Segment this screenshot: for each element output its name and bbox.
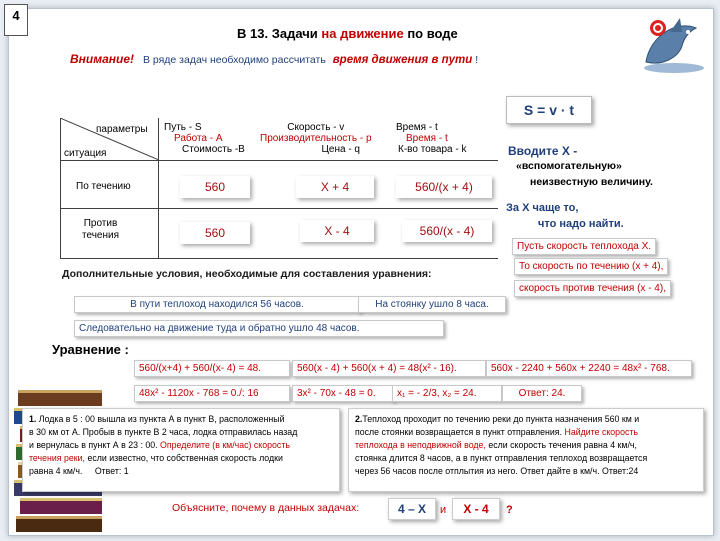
let-speed-box: Пусть скорость теплохода Х.	[512, 238, 656, 255]
corner-bottom: ситуация	[64, 148, 107, 159]
problem1-text4: если известно, что собственная скорость лодки	[87, 453, 283, 463]
attention-tail: !	[475, 54, 479, 66]
eq-2: 560(х - 4) + 560(х + 4) = 48(х² - 16).	[292, 360, 486, 377]
slide-number: 4	[4, 4, 28, 36]
row1-label: По течению	[76, 181, 131, 192]
bottom-qmark: ?	[506, 504, 513, 516]
row2-path: 560	[180, 222, 250, 244]
page-title	[237, 26, 458, 41]
col3-l1: Время - t	[396, 122, 438, 133]
table-border-h2	[60, 208, 498, 209]
problem2-answer: Ответ:24	[601, 466, 639, 476]
col1-l2: Работа - А	[174, 133, 223, 144]
problem-2	[348, 408, 704, 492]
problem2-number: 2.	[355, 414, 363, 424]
problem1-text2: в 30 км от А. Пробыв в пункте В 2 часа, лодка отправилась назад	[29, 427, 298, 437]
col3-l3: К-во товара - k	[398, 144, 467, 155]
formula-box: S = v · t	[506, 96, 592, 124]
condition-3: Следовательно на движение туда и обратно ушло 48 часов.	[74, 320, 444, 337]
introduce-x: Вводите Х -	[508, 144, 578, 158]
row2-time: 560/(х - 4)	[402, 220, 492, 242]
bottom-question: Объясните, почему в данных задачах:	[172, 502, 360, 514]
eq-4: 48х² - 1120х - 768 = 0./: 16	[134, 385, 290, 402]
bottom-and: и	[440, 504, 447, 516]
aux-line1: «вспомогательную»	[516, 160, 622, 172]
problem1-red3: Определите (в км/час) скорость	[160, 440, 290, 450]
title-part2: на движение	[321, 26, 404, 41]
col3-header	[396, 122, 467, 155]
col1-l1: Путь - S	[164, 122, 202, 133]
equation-label: Уравнение :	[52, 342, 129, 357]
problem2-text1: Теплоход проходит по течению реки до пункта назначения 560 км и	[362, 414, 640, 424]
problem-1	[22, 408, 340, 492]
col2-header	[260, 122, 372, 155]
dolphin-icon	[636, 12, 708, 76]
problem1-text5: равна 4 км/ч.	[29, 466, 83, 476]
problem2-text4: стоянка длится 8 часов, а в пункт отправления теплоход возвращается	[355, 453, 648, 463]
attention-text: В ряде задач необходимо рассчитать	[142, 54, 326, 66]
attention-line	[70, 52, 478, 66]
problem2-red2: Найдите скорость	[564, 427, 638, 437]
problem2-text5: через 56 часов после отплытия из него. Ответ дайте в км/ч.	[355, 466, 600, 476]
bottom-var-2: Х - 4	[452, 498, 500, 520]
speed-up-box: скорость против течения (х - 4),	[514, 280, 671, 297]
title-part1: Задачи	[271, 26, 318, 41]
row2-label-2: течения	[82, 230, 119, 241]
col1-header	[164, 122, 245, 155]
problem1-text3: и вернулась в пункт А в 23 : 00.	[29, 440, 158, 450]
row2-label	[82, 218, 119, 242]
problem2-red3: теплохода в неподвижной воде,	[355, 440, 486, 450]
eq-6: х₁ = - 2/3, х₂ = 24.	[392, 385, 502, 402]
attention-label: Внимание!	[70, 52, 135, 66]
x-is-line2: что надо найти.	[538, 218, 624, 230]
row2-speed: Х - 4	[300, 220, 374, 242]
problem2-text3: если скорость течения равна 4 км/ч,	[488, 440, 637, 450]
speed-down-box: То скорость по течению (х + 4),	[514, 258, 668, 275]
condition-1: В пути теплоход находился 56 часов.	[74, 296, 360, 313]
table-border-h3	[60, 258, 498, 259]
corner-top: параметры	[96, 124, 148, 135]
problem1-red4: течения реки,	[29, 453, 85, 463]
problem1-answer: Ответ: 1	[94, 466, 129, 476]
conditions-header: Дополнительные условия, необходимые для составления уравнения:	[62, 268, 432, 280]
x-is-line1: За Х чаще то,	[506, 202, 579, 214]
problem1-text1: Лодка в 5 : 00 вышла из пункта А в пункт В, расположенный	[38, 414, 285, 424]
row2-label-1: Против	[83, 218, 118, 229]
row1-speed: Х + 4	[296, 176, 374, 198]
row1-path: 560	[180, 176, 250, 198]
col2-l2: Производительность - р	[260, 133, 372, 144]
col3-l2: Время - t	[406, 133, 448, 144]
eq-1: 560/(х+4) + 560/(х- 4) = 48.	[134, 360, 290, 377]
eq-answer: Ответ: 24.	[502, 385, 582, 402]
title-part3: по воде	[407, 26, 458, 41]
eq-3: 560х - 2240 + 560х + 2240 = 48х² - 768.	[486, 360, 692, 377]
problem1-number: 1.	[29, 414, 37, 424]
table-border-h1	[60, 160, 498, 161]
aux-line2: неизвестную величину.	[530, 176, 653, 188]
problem2-text2: после стоянки возвращается в пункт отправления.	[355, 427, 563, 437]
title-prefix: В 13.	[237, 26, 269, 41]
condition-2: На стоянку ушло 8 часа.	[358, 296, 506, 313]
attention-highlight: время движения в пути	[332, 54, 473, 66]
eq-5: 3х² - 70х - 48 = 0.	[292, 385, 394, 402]
col1-l3: Стоимость -В	[182, 144, 245, 155]
row1-time: 560/(х + 4)	[396, 176, 492, 198]
bottom-var-1: 4 – Х	[388, 498, 436, 520]
col2-l1: Скорость - v	[287, 122, 345, 133]
col2-l3: Цена - q	[321, 144, 360, 155]
